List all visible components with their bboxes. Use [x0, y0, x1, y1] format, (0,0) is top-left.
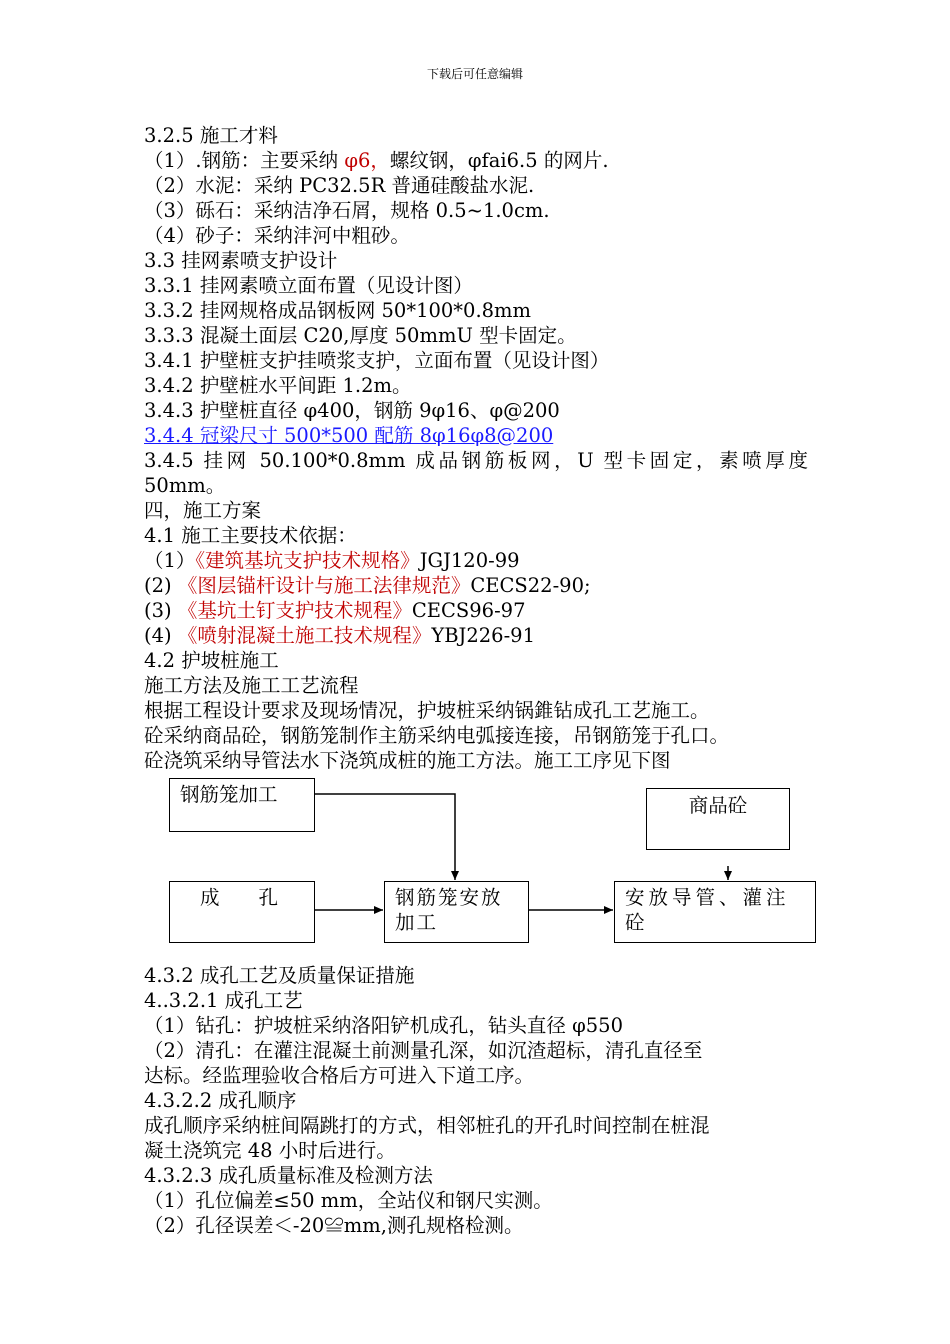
paragraph-line-2: 砼采纳商品砼，钢筋笼制作主筋采纳电弧接连接，吊钢筋笼于孔口。: [144, 724, 730, 747]
heading-3-3: 3.3 挂网素喷支护设计: [144, 249, 338, 272]
flow-box-hole-forming: 成 孔: [169, 881, 315, 943]
quality-position: （1）孔位偏差≤50 mm，全站仪和钢尺实测。: [144, 1189, 553, 1212]
material-steel: （1）.钢筋：主要采纳 φ6，螺纹钢，φfai6.5 的网片.: [144, 149, 609, 172]
item-3-4-1: 3.4.1 护壁桩支护挂喷浆支护，立面布置（见设计图）: [144, 349, 610, 372]
quality-diameter: （2）孔径误差＜-20≌mm,测孔规格检测。: [144, 1214, 524, 1237]
subheading-method: 施工方法及施工工艺流程: [144, 674, 359, 697]
heading-4-3-2: 4.3.2 成孔工艺及质量保证措施: [144, 964, 415, 987]
reference-4: (4) 《喷射混凝土施工技术规程》YBJ226-91: [144, 624, 535, 647]
step-cleaning: （2）清孔：在灌注混凝土前测量孔深，如沉渣超标，清孔直径至: [144, 1039, 703, 1062]
heading-3-2-5: 3.2.5 施工才料: [144, 124, 278, 147]
item-3-4-5: 3.4.5 挂网 50.100*0.8mm 成品钢筋板网，U 型卡固定，素喷厚度: [144, 449, 808, 472]
item-3-4-5-cont: 50mm。: [144, 474, 226, 497]
material-cement: （2）水泥：采纳 PC32.5R 普通硅酸盐水泥.: [144, 174, 535, 197]
item-3-4-2: 3.4.2 护壁桩水平间距 1.2m。: [144, 374, 412, 397]
paragraph-line-1: 根据工程设计要求及现场情况，护坡桩采纳锅錐钻成孔工艺施工。: [144, 699, 710, 722]
document-body: [144, 123, 808, 1238]
step-drilling: （1）钻孔：护坡桩采纳洛阳铲机成孔，钻头直径 φ550: [144, 1014, 623, 1037]
heading-4-3-2-1: 4..3.2.1 成孔工艺: [144, 989, 303, 1012]
item-3-3-2: 3.3.2 挂网规格成品钢板网 50*100*0.8mm: [144, 299, 532, 322]
step-cleaning-cont: 达标。经监理验收合格后方可进入下道工序。: [144, 1064, 535, 1087]
reference-2: (2) 《图层锚杆设计与施工法律规范》CECS22-90;: [144, 574, 591, 597]
reference-3: (3) 《基坑土钉支护技术规程》CECS96-97: [144, 599, 526, 622]
flow-box-conduit-pouring: 安放导管、灌注砼: [614, 881, 816, 943]
item-3-3-3: 3.3.3 混凝土面层 C20,厚度 50mmU 型卡固定。: [144, 324, 577, 347]
paragraph-line-3: 砼浇筑采纳导管法水下浇筑成桩的施工方法。施工工序见下图: [144, 749, 671, 772]
item-3-4-3: 3.4.3 护壁桩直径 φ400，钢筋 9φ16、φ@200: [144, 399, 560, 422]
process-flowchart: [144, 773, 808, 963]
material-gravel: （3）砾石：采纳洁净石屑，规格 0.5~1.0cm.: [144, 199, 550, 222]
order-line-1: 成孔顺序采纳桩间隔跳打的方式，相邻桩孔的开孔时间控制在桩混: [144, 1114, 710, 1137]
flow-box-ready-mix-concrete: 商品砼: [646, 788, 790, 850]
page-header: 下载后可任意编辑: [426, 67, 523, 81]
heading-4-1: 4.1 施工主要技术依据：: [144, 524, 357, 547]
reference-1: （1）《建筑基坑支护技术规格》JGJ120-99: [144, 549, 520, 572]
heading-4-2: 4.2 护坡桩施工: [144, 649, 279, 672]
heading-4-3-2-2: 4.3.2.2 成孔顺序: [144, 1089, 297, 1112]
highlighted-phi6: φ6，: [344, 149, 390, 172]
material-sand: （4）砂子：采纳沣河中粗砂。: [144, 224, 410, 247]
order-line-2: 凝土浇筑完 48 小时后进行。: [144, 1139, 396, 1162]
flow-box-cage-placement: 钢筋笼安放加工: [384, 881, 529, 943]
arrow-cage-to-placement: [314, 794, 455, 880]
heading-4-3-2-3: 4.3.2.3 成孔质量标准及检测方法: [144, 1164, 433, 1187]
heading-section-4: 四，施工方案: [144, 499, 262, 522]
flow-box-cage-fabrication: 钢筋笼加工: [169, 778, 315, 832]
item-3-3-1: 3.3.1 挂网素喷立面布置（见设计图）: [144, 274, 473, 297]
item-3-4-4-link[interactable]: 3.4.4 冠梁尺寸 500*500 配筋 8φ16φ8@200: [144, 424, 554, 447]
